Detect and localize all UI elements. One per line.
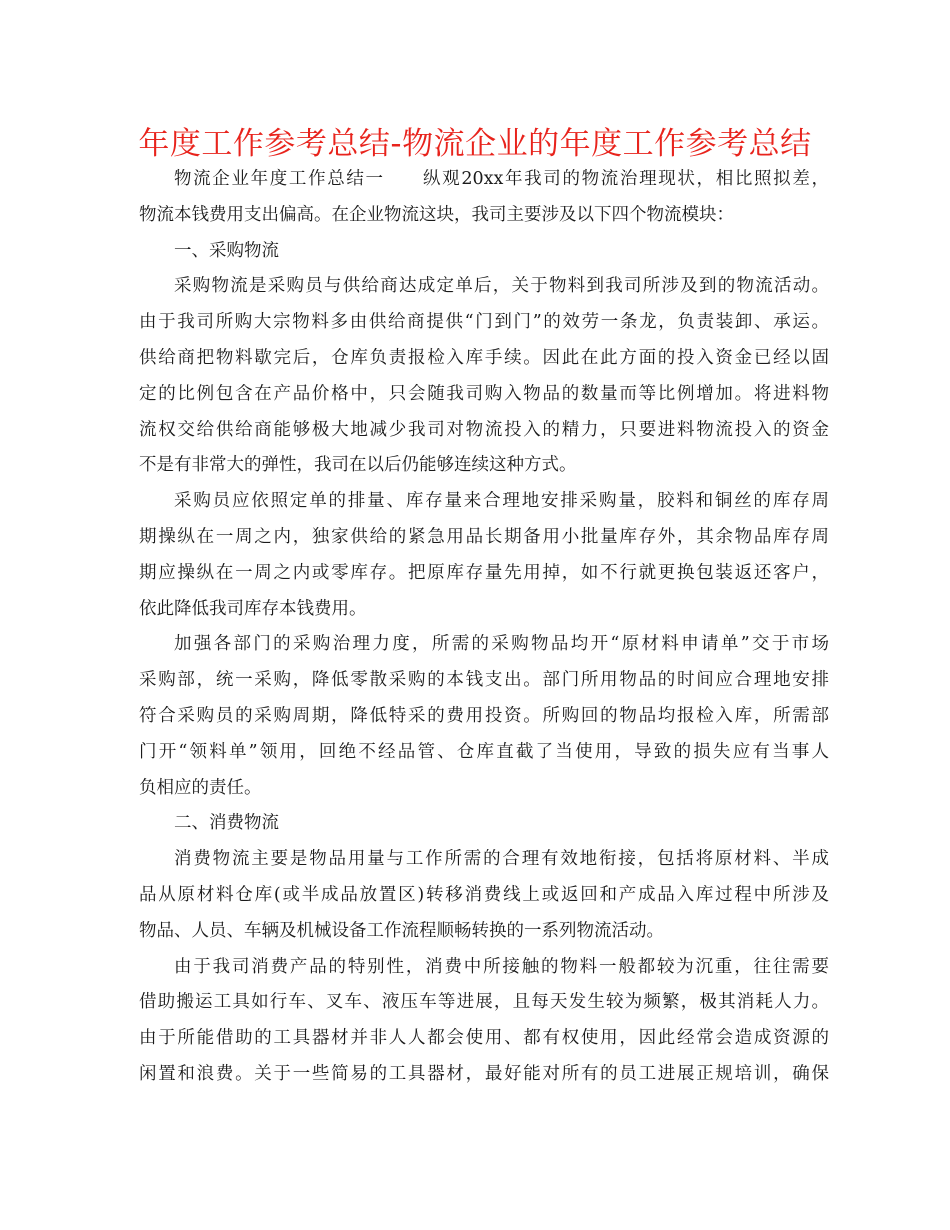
text-line: 品从原材料仓库(或半成品放置区)转移消费线上或返回和产成品入库过程中所涉及 <box>139 884 829 905</box>
text-line: 负相应的责任。 <box>139 777 262 798</box>
text-line: 依此降低我司库存本钱费用。 <box>139 598 367 619</box>
text-line: 采购员应依照定单的排量、库存量来合理地安排采购量，胶料和铜丝的库存周 <box>174 491 829 512</box>
text-line: 期操纵在一周之内，独家供给的紧急用品长期备用小批量库存外，其余物品库存周 <box>139 526 829 547</box>
text-line: 流权交给供给商能够极大地减少我司对物流投入的精力，只要进料物流投入的资金 <box>139 419 829 440</box>
text-line: 门开“领料单”领用，回绝不经品管、仓库直截了当使用，导致的损失应有当事人 <box>139 741 829 762</box>
text-line: 加强各部门的采购治理力度，所需的采购物品均开“原材料申请单”交于市场 <box>174 634 829 655</box>
text-line: 供给商把物料歇完后，仓库负责报检入库手续。因此在此方面的投入资金已经以固 <box>139 347 829 368</box>
text-line: 物流本钱费用支出偏高。在企业物流这块，我司主要涉及以下四个物流模块： <box>139 204 734 225</box>
text-line: 符合采购员的采购周期，降低特采的费用投资。所购回的物品均报检入库，所需部 <box>139 705 829 726</box>
text-line: 物品、人员、车辆及机械设备工作流程顺畅转换的一系列物流活动。 <box>139 920 664 941</box>
text-line: 二、消费物流 <box>174 813 279 834</box>
text-line: 采购物流是采购员与供给商达成定单后，关于物料到我司所涉及到的物流活动。 <box>174 276 829 297</box>
text-line: 由于所能借助的工具器材并非人人都会使用、都有权使用，因此经常会造成资源的 <box>139 1028 829 1049</box>
text-line: 期应操纵在一周之内或零库存。把原库存量先用掉，如不行就更换包装返还客户， <box>139 562 829 583</box>
document-body <box>139 162 829 1093</box>
text-line: 借助搬运工具如行车、叉车、液压车等进展，且每天发生较为频繁，极其消耗人力。 <box>139 992 829 1013</box>
text-line: 由于我司消费产品的特别性，消费中所接触的物料一般都较为沉重，往往需要 <box>174 956 829 977</box>
document-title: 年度工作参考总结-物流企业的年度工作参考总结 <box>138 126 812 162</box>
text-line: 由于我司所购大宗物料多由供给商提供“门到门”的效劳一条龙，负责装卸、承运。 <box>139 312 829 333</box>
text-line: 一、采购物流 <box>174 240 279 261</box>
text-line: 闲置和浪费。关于一些简易的工具器材，最好能对所有的员工进展正规培训，确保 <box>139 1063 829 1084</box>
text-line: 不是有非常大的弹性，我司在以后仍能够连续这种方式。 <box>139 455 577 476</box>
text-line: 采购部，统一采购，降低零散采购的本钱支出。部门所用物品的时间应合理地安排 <box>139 670 829 691</box>
text-line: 物流企业年度工作总结一 纵观20xx年我司的物流治理现状，相比照拟差， <box>174 169 829 189</box>
text-line: 消费物流主要是物品用量与工作所需的合理有效地衔接，包括将原材料、半成 <box>174 849 829 870</box>
text-line: 定的比例包含在产品价格中，只会随我司购入物品的数量而等比例增加。将进料物 <box>139 383 829 404</box>
